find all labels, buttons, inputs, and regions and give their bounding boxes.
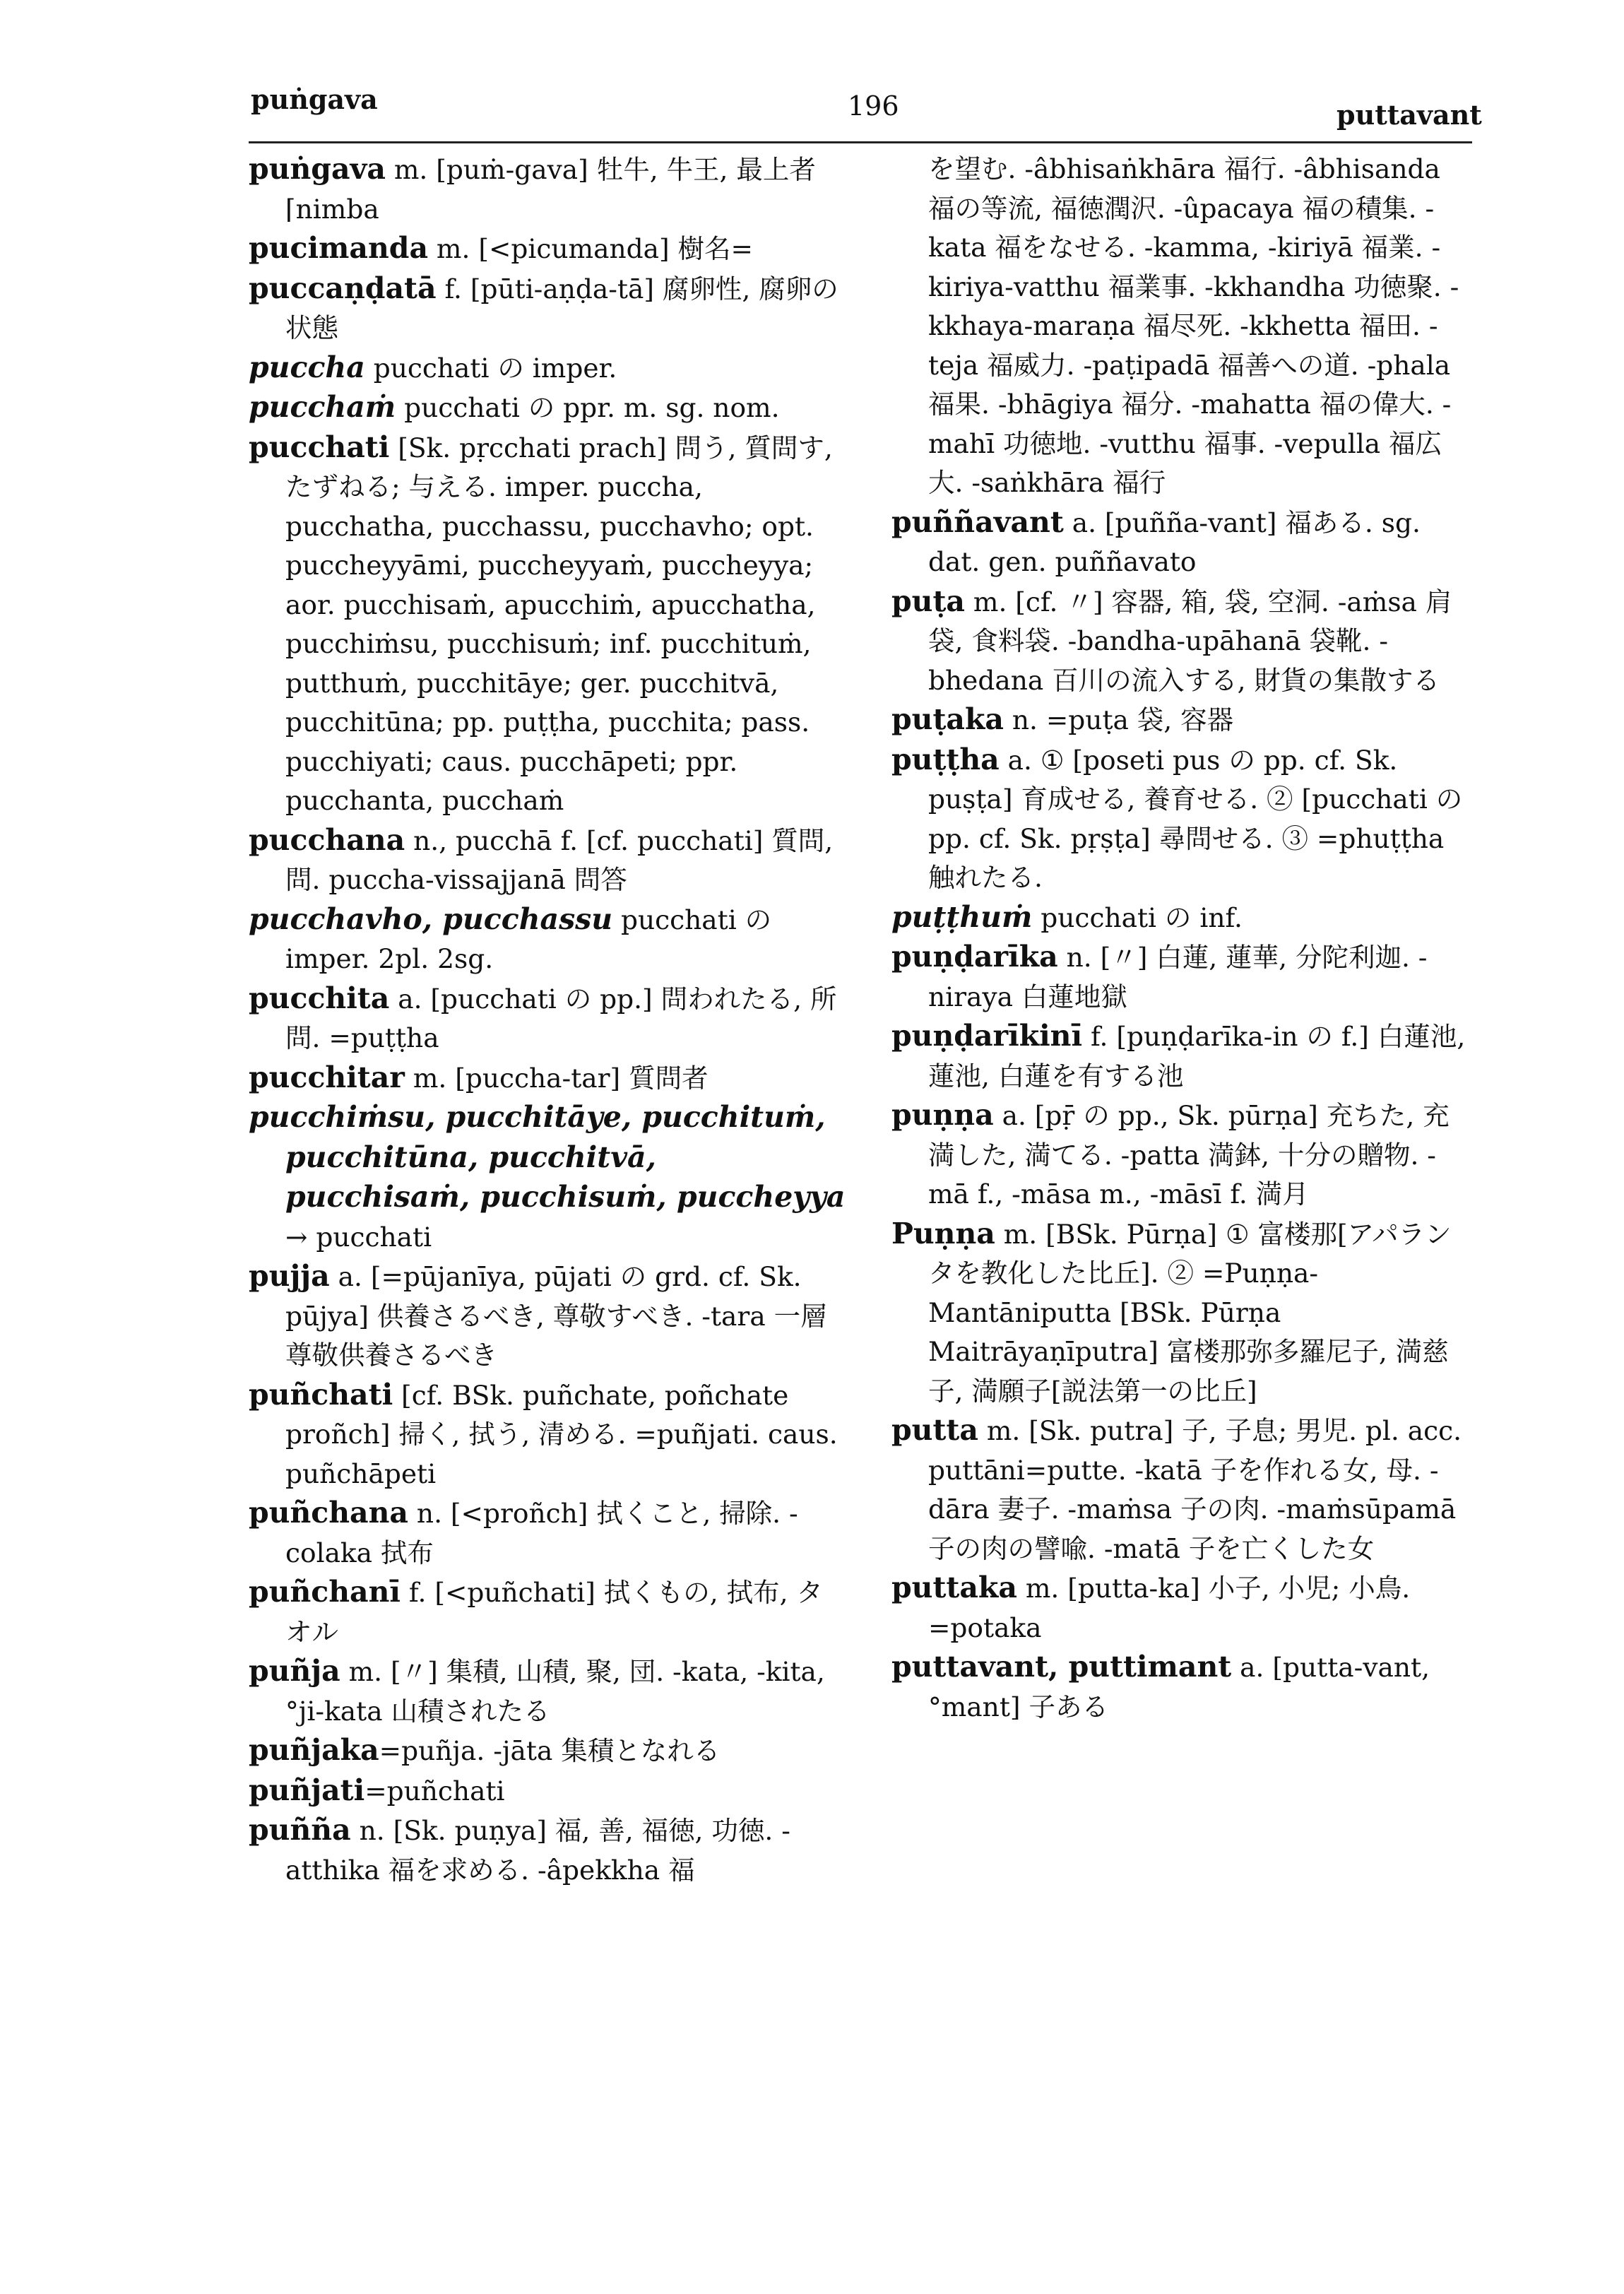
entry-definition: a. [pucchati の pp.] 問われたる, 所問. =puṭṭha [285,983,837,1053]
entry-headword: puñchati [249,1377,393,1412]
dictionary-entry [891,740,1474,898]
entry-headword: pujja [249,1259,330,1293]
entry-headword: puccha [249,350,365,384]
dictionary-entry [249,388,848,428]
dictionary-entry [249,821,848,900]
dictionary-entry [891,1648,1474,1727]
entry-headword: puñchana [249,1496,409,1530]
entry-definition: n. [〃] 白蓮, 蓮華, 分陀利迦. -niraya 白蓮地獄 [928,942,1428,1012]
entry-headword: puṇḍarīka [891,940,1058,974]
dictionary-entry [891,503,1474,582]
entry-definition: n. [<proñch] 拭くこと, 掃除. -colaka 拭布 [285,1498,798,1568]
entry-definition: m. [Sk. putra] 子, 子息; 男児. pl. acc. puttāni=putte. -katā 子を作れる女, 母. -dāra 妻子. -maṁsa 子の肉. -maṁsūpamā 子の肉の譬喩. -matā 子を亡くした女 [928,1415,1462,1564]
entry-headword: puñña [249,1813,351,1847]
entry-definition: を望む. -âbhisaṅkhāra 福行. -âbhisanda 福の等流, 福徳潤沢. -ûpacaya 福の積集. -kata 福をなせる. -kamma, -kiriyā 福業. -kiriya-vatthu 福業事. -kkhandha 功徳聚. -kkhaya-maraṇa 福尽死. -kkhetta 福田. -teja 福威力. -paṭipadā 福善への道. -phala 福果. -bhāgiya 福分. -mahatta 福の偉大. -mahī 功徳地. -vutthu 福事. -vepulla 福広大. -saṅkhāra 福行 [928,153,1459,498]
dictionary-entry [249,1098,848,1257]
entry-headword: pucchavho, pucchassu [249,901,613,936]
entry-definition: n. =puṭa 袋, 容器 [1003,704,1234,735]
entry-headword: Puṇṇa [891,1216,995,1251]
dictionary-entry [249,150,848,229]
left-column [249,150,848,1890]
entry-definition: a. [=pūjanīya, pūjati の grd. cf. Sk. pūjya] 供養さるべき, 尊敬すべき. -tara 一層尊敬供養さるべき [285,1261,827,1371]
entry-definition: [cf. BSk. puñchate, poñchate proñch] 掃く, 拭う, 清める. =puñjati. caus. puñchāpeti [285,1379,838,1489]
dictionary-entry [891,150,1474,503]
dictionary-entry [249,1494,848,1573]
entry-headword: pucchita [249,981,390,1015]
entry-definition: f. [pūti-aṇḍa-tā] 腐卵性, 腐卵の状態 [285,273,838,343]
entry-definition: a. [putta-vant, °mant] 子ある [928,1652,1430,1722]
entry-headword: pucchana [249,822,405,857]
entry-definition: m. [puccha-tar] 質問者 [404,1062,709,1094]
entry-definition: m. [<picumanda] 樹名= [428,233,753,264]
entry-definition: f. [<puñchati] 拭くもの, 拭布, タオル [285,1577,823,1648]
entry-headword: puñja [249,1654,340,1688]
entry-definition: [Sk. pṛcchati prach] 問う, 質問す, たずねる; 与える. imper. puccha, pucchatha, pucchassu, pucchavho; opt. puccheyyāmi, puccheyyaṁ, puccheyya; aor. pucchisaṁ, apucchiṁ, apucchatha, pucchiṁsu, pucchisuṁ; inf. pucchituṁ, putthuṁ, pucchitāye; ger. pucchitvā, pucchitūna; pp. puṭṭha, pucchita; pass. pucchiyati; caus. pucchāpeti; ppr. pucchanta, pucchaṁ [285,432,833,816]
dictionary-entry [891,1568,1474,1648]
dictionary-entry [891,1214,1474,1412]
dictionary-entry [249,1652,848,1731]
entry-definition: n. [Sk. puṇya] 福, 善, 福徳, 功徳. -atthika 福を求める. -âpekkha 福 [285,1815,790,1886]
dictionary-entry [249,1811,848,1890]
entry-headword: puṭṭha [891,742,1000,776]
dictionary-entry [249,1058,848,1099]
entry-definition: m. [putta-ka] 小子, 小児; 小鳥. =potaka [928,1573,1411,1643]
entry-definition: a. ① [poseti pus の pp. cf. Sk. puṣṭa] 育成せる, 養育せる. ② [pucchati の pp. cf. Sk. pṛṣṭa] 尋問せる. ③ =phuṭṭha 触れたる. [928,744,1463,893]
entry-headword: puccaṇḍatā [249,271,437,305]
dictionary-entry [249,1771,848,1811]
entry-headword: pucchitar [249,1060,405,1094]
entry-definition: m. [〃] 集積, 山積, 聚, 団. -kata, -kita, °ji-kata 山積されたる [285,1656,825,1727]
entry-headword: puṅgava [249,152,386,186]
dictionary-entry [249,348,848,389]
dictionary-entry [249,900,848,979]
entry-definition: m. [puṁ-gava] 牡牛, 牛王, 最上者 ⌈nimba [285,154,816,225]
dictionary-entry [249,229,848,269]
running-head-right: puttavant [1336,99,1482,131]
dictionary-entry [891,700,1474,740]
entry-headword: putta [891,1413,978,1447]
dictionary-entry [891,582,1474,701]
dictionary-entry [249,979,848,1058]
dictionary-entry [891,938,1474,1017]
entry-headword: puṭṭhuṁ [891,899,1033,934]
entry-headword: puṭa [891,584,965,618]
entry-headword: pucchiṁsu, pucchitāye, pucchituṁ, pucchitūna, pucchitvā, pucchisaṁ, pucchisuṁ, puccheyya [249,1100,846,1214]
entry-headword: pucchaṁ [249,390,396,424]
dictionary-entry [249,1573,848,1652]
dictionary-entry [249,1376,848,1494]
entry-headword: pucimanda [249,231,429,265]
entry-definition: n., pucchā f. [cf. pucchati] 質問, 問. puccha-vissajjanā 問答 [285,824,834,895]
dictionary-entry [249,428,848,821]
entry-definition: m. [BSk. Pūrṇa] ① 富楼那[アパランタを教化した比丘]. ② =Puṇṇa-Mantāniputta [BSk. Pūrṇa Maitrāyaṇīputra] 富楼那弥多羅尼子, 満慈子, 満願子[説法第一の比丘] [928,1218,1452,1407]
entry-headword: puṭaka [891,702,1004,736]
entry-definition: f. [puṇḍarīka-in の f.] 白蓮池, 蓮池, 白蓮を有する池 [928,1021,1466,1092]
entry-headword: pucchati [249,430,390,464]
dictionary-entry [249,1257,848,1376]
running-head-left: puṅgava [251,83,378,115]
entry-definition: → pucchati [285,1221,432,1253]
entry-headword: puttaka [891,1571,1017,1604]
entry-headword: puñjaka [249,1733,379,1767]
header-rule [249,141,1472,143]
entry-definition: m. [cf. 〃] 容器, 箱, 袋, 空洞. -aṁsa 肩袋, 食料袋. -bandha-upāhanā 袋靴. -bhedana 百川の流入する, 財貨の集散する [928,586,1452,696]
dictionary-entry [891,1017,1474,1096]
page-number: 196 [848,90,899,122]
dictionary-entry [249,269,848,348]
dictionary-entry [891,1096,1474,1214]
entry-definition: a. [puñña-vant] 福ある. sg. dat. gen. puññavato [928,507,1421,577]
entry-headword: puññavant [891,504,1064,539]
right-column [891,150,1474,1727]
entry-headword: puñjati [249,1773,365,1807]
entry-headword: puṇṇa [891,1098,994,1132]
entry-headword: puṇḍarīkinī [891,1019,1083,1053]
entry-definition: pucchati の imper. [364,352,617,384]
dictionary-entry [891,898,1474,938]
dictionary-entry [249,1731,848,1771]
entry-definition: =puñchati [364,1775,505,1807]
entry-definition: pucchati の imper. 2pl. 2sg. [285,904,772,974]
entry-definition: a. [pṝ の pp., Sk. pūrṇa] 充ちた, 充満した, 満てる. -patta 満鉢, 十分の贈物. -mā f., -māsa m., -māsī f. 満月 [928,1100,1450,1210]
entry-headword: puttavant, puttimant [891,1650,1232,1684]
entry-definition: pucchati の inf. [1032,901,1243,933]
dictionary-entry [891,1411,1474,1568]
entry-definition: pucchati の ppr. m. sg. nom. [396,392,780,423]
entry-headword: puñchanī [249,1575,401,1609]
entry-definition: =puñja. -jāta 集積となれる [379,1735,721,1766]
